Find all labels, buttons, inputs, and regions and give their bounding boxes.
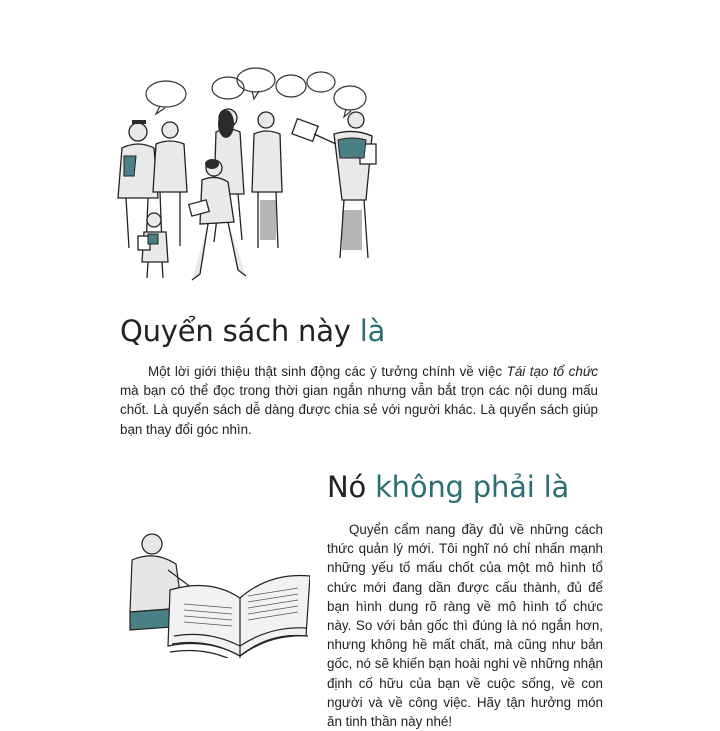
heading-main-text: Nó xyxy=(327,470,376,504)
people-conversation-illustration xyxy=(108,60,418,310)
heading-accent-text: là xyxy=(359,314,386,348)
section-heading-it-is-not xyxy=(327,470,569,504)
section-body-it-is-not: Quyển cẩm nang đầy đủ về những cách thức quản lý mới. Tôi nghĩ nó chỉ nhấn mạnh những yếu tố mấu chốt của một mô hình tổ chức mới đang dần được cấu thành, đủ để bạn hình dung rõ ràng về mô hình tổ chức này. So với bản gốc thì đúng là nó ngắn hơn, nhưng không hề mất chất, mà cũng như bản gốc, nó sẽ khiến bạn hoài nghi về những nhận định cố hữu của bạn về cuộc sống, về con người và về công việc. Hãy tận hưởng món ăn tinh thần này nhé! xyxy=(327,522,603,730)
heading-main-text: Quyển sách này xyxy=(120,314,360,348)
heading-accent-text: không phải là xyxy=(375,470,570,504)
section-body-this-book-is xyxy=(120,362,598,439)
body-text-part-1: Một lời giới thiệu thật sinh động các ý tưởng chính về việc xyxy=(148,364,507,379)
man-reading-big-book-illustration xyxy=(110,518,310,658)
body-text-part-2: mà bạn có thể đọc trong thời gian ngắn nhưng vẫn bắt trọn các nội dung mấu chốt. Là quyển sách dễ dàng được chia sẻ với người khác. Là quyển sách giúp bạn thay đổi góc nhìn. xyxy=(120,383,598,437)
book-title-italic: Tái tạo tổ chức xyxy=(506,364,598,379)
section-heading-this-book-is xyxy=(120,314,385,348)
